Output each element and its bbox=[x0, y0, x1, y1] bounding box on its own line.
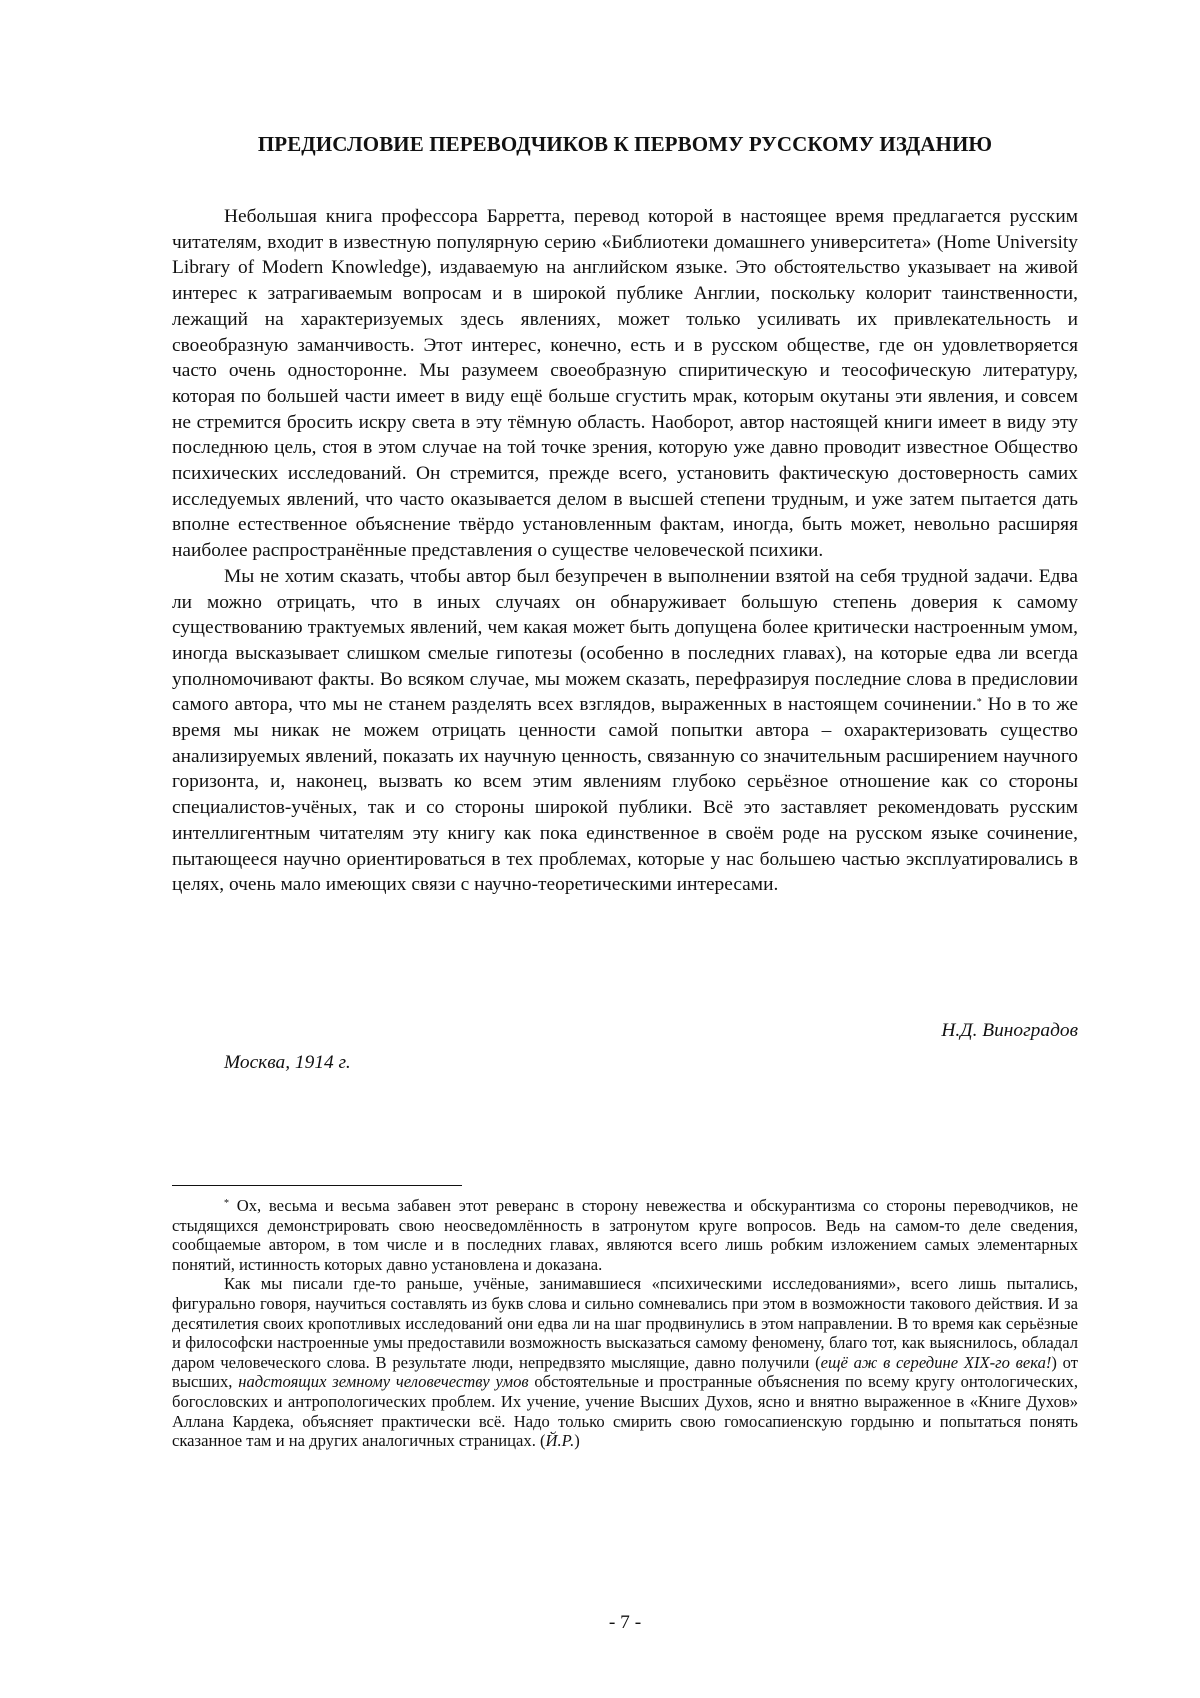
paragraph-2-part-2: Но в то же время мы никак не можем отрицать ценности самой попытки автора – охарактеризовать существо анализируемых явлений, показать их научную ценность, связанную со значительным расширением научного горизонта, и, наконец, вызвать ко всем этим явлениям глубоко серьёзное отношение как со стороны специалистов-учёных, так и со стороны широкой публики. Всё это заставляет рекомендовать русским интеллигентным читателям эту книгу как пока единственное в своём роде на русском языке сочинение, пытающееся научно ориентироваться в тех проблемах, которые у нас большею частью эксплуатировались в целях, очень мало имеющих связи с научно-теоретическими интересами. bbox=[172, 694, 1078, 896]
footnote-2-part-2: ) от высших, bbox=[172, 1352, 1078, 1392]
paragraph-2 bbox=[172, 564, 1078, 898]
footnote-1 bbox=[172, 1196, 1078, 1274]
footnote-marker[interactable]: * bbox=[976, 697, 982, 709]
paragraph-1: Небольшая книга профессора Барретта, перевод которой в настоящее время предлагается русским читателям, входит в известную популярную серию «Библиотеки домашнего университета» (Home University Library of Modern Knowledge), издаваемую на английском языке. Это обстоятельство указывает на живой интерес к затрагиваемым вопросам и в широкой публике Англии, поскольку колорит таинственности, лежащий на характеризуемых здесь явлениях, может только усиливать их привлекательность и своеобразную заманчивость. Этот интерес, конечно, есть и в русском обществе, где он удовлетворяется часто очень односторонне. Мы разумеем своеобразную спиритическую и теософическую литературу, которая по большей части имеет в виду ещё больше сгустить мрак, которым окутаны эти явления, и совсем не стремится бросить искру света в эту тёмную область. Наоборот, автор настоящей книги имеет в виду эту последнюю цель, стоя в этом случае на той точке зрения, которую уже давно проводит известное Общество психических исследований. Он стремится, прежде всего, установить фактическую достоверность самих исследуемых явлений, что часто оказывается делом в высшей степени трудным, и уже затем пытается дать вполне естественное объяснение твёрдо установленным фактам, иногда, быть может, невольно расширяя наиболее распространённые представления о существе человеческой психики. bbox=[172, 206, 1078, 562]
paragraph-2-part-1: Мы не хотим сказать, чтобы автор был безупречен в выполнении взятой на себя трудной задачи. Едва ли можно отрицать, что в иных случаях он обнаруживает большую степень доверия к самому существованию трактуемых явлений, чем какая может быть допущена более критически настроенным умом, иногда высказывает слишком смелые гипотезы (особенно в последних главах), на которые едва ли всегда уполномочивают факты. Во всяком случае, мы можем сказать, перефразируя последние слова в предисловии самого автора, что мы не станем разделять всех взглядов, выраженных в настоящем сочинении. bbox=[172, 565, 1078, 716]
footnotes bbox=[172, 1196, 1078, 1451]
document-page bbox=[172, 0, 1078, 1698]
footnote-2-emphasis-1: ещё аж в середине XIX-го века! bbox=[820, 1352, 1052, 1372]
footnote-2-emphasis-3: Й.Р. bbox=[545, 1431, 575, 1451]
translator-signature: Н.Д. Виноградов bbox=[941, 1020, 1078, 1041]
footnote-2-emphasis-2: надстоящих земному человечеству умов bbox=[238, 1372, 529, 1392]
footnote-2-part-4: ) bbox=[574, 1431, 580, 1451]
page-number: - 7 - bbox=[608, 1612, 642, 1633]
place-date: Москва, 1914 г. bbox=[224, 1052, 351, 1073]
page-title: ПРЕДИСЛОВИЕ ПЕРЕВОДЧИКОВ К ПЕРВОМУ РУССКОМУ ИЗДАНИЮ bbox=[257, 132, 993, 156]
main-text bbox=[172, 204, 1078, 898]
footnote-2-part-1: Как мы писали где-то раньше, учёные, занимавшиеся «психическими исследованиями», всего лишь пытались, фигурально говоря, научиться составлять из букв слова и сильно сомневались при этом в возможности такового действия. И за десятилетия своих кропотливых исследований они едва ли на шаг продвинулись в этом направлении. В то время как серьёзные и философски настроенные умы предоставили возможность высказаться самому феномену, благо тот, как выяснилось, обладал даром человеческого слова. В результате люди, непредвзято мыслящие, давно получили ( bbox=[172, 1274, 1078, 1372]
footnote-2 bbox=[172, 1274, 1078, 1450]
footnote-separator bbox=[172, 1185, 462, 1186]
footnote-2-part-3: обстоятельные и пространные объяснения по всему кругу онтологических, богословских и антропологических проблем. Их учение, учение Высших Духов, ясно и внятно выраженное в «Книге Духов» Аллана Кардека, объясняет практически всё. Надо только смирить свою гомосапиенскую гордыню и попытаться понять сказанное там и на других аналогичных страницах. ( bbox=[172, 1372, 1078, 1451]
footnote-1-text: Ох, весьма и весьма забавен этот реверанс в сторону невежества и обскурантизма со стороны переводчиков, не стыдящихся демонстрировать свою неосведомлённость в затронутом круге вопросов. Ведь на самом-то деле сведения, сообщаемые автором, в том числе и в последних главах, являются всего лишь робким изложением самых элементарных понятий, истинность которых давно установлена и доказана. bbox=[172, 1196, 1078, 1274]
footnote-1-marker: * bbox=[224, 1198, 229, 1209]
